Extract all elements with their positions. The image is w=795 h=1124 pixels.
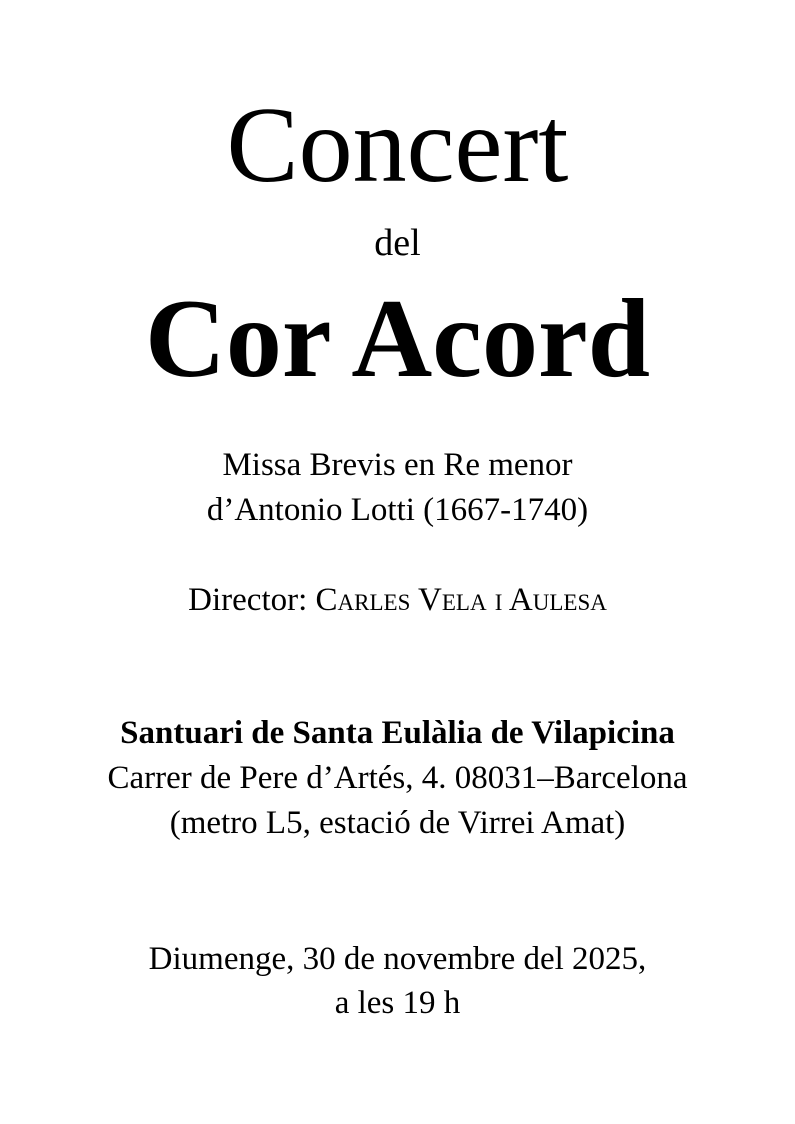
director-line [0,584,795,617]
title-choir-name: Cor Acord [145,277,650,401]
work-composer: d’Antonio Lotti (1667-1740) [206,492,589,528]
event-time: a les 19 h [334,985,461,1021]
event-date: Diumenge, 30 de novembre del 2025, [148,941,647,977]
venue-transport: (metro L5, estació de Virrei Amat) [169,805,626,841]
title-concert: Concert [226,86,569,205]
work-title: Missa Brevis en Re menor [222,447,573,483]
venue-address: Carrer de Pere d’Artés, 4. 08031–Barcelona [107,760,688,796]
director-label: Director: [188,582,316,618]
venue-name: Santuari de Santa Eulàlia de Vilapicina [120,715,675,751]
title-del: del [374,222,421,264]
director-name: Carles Vela i Aulesa [315,582,607,618]
